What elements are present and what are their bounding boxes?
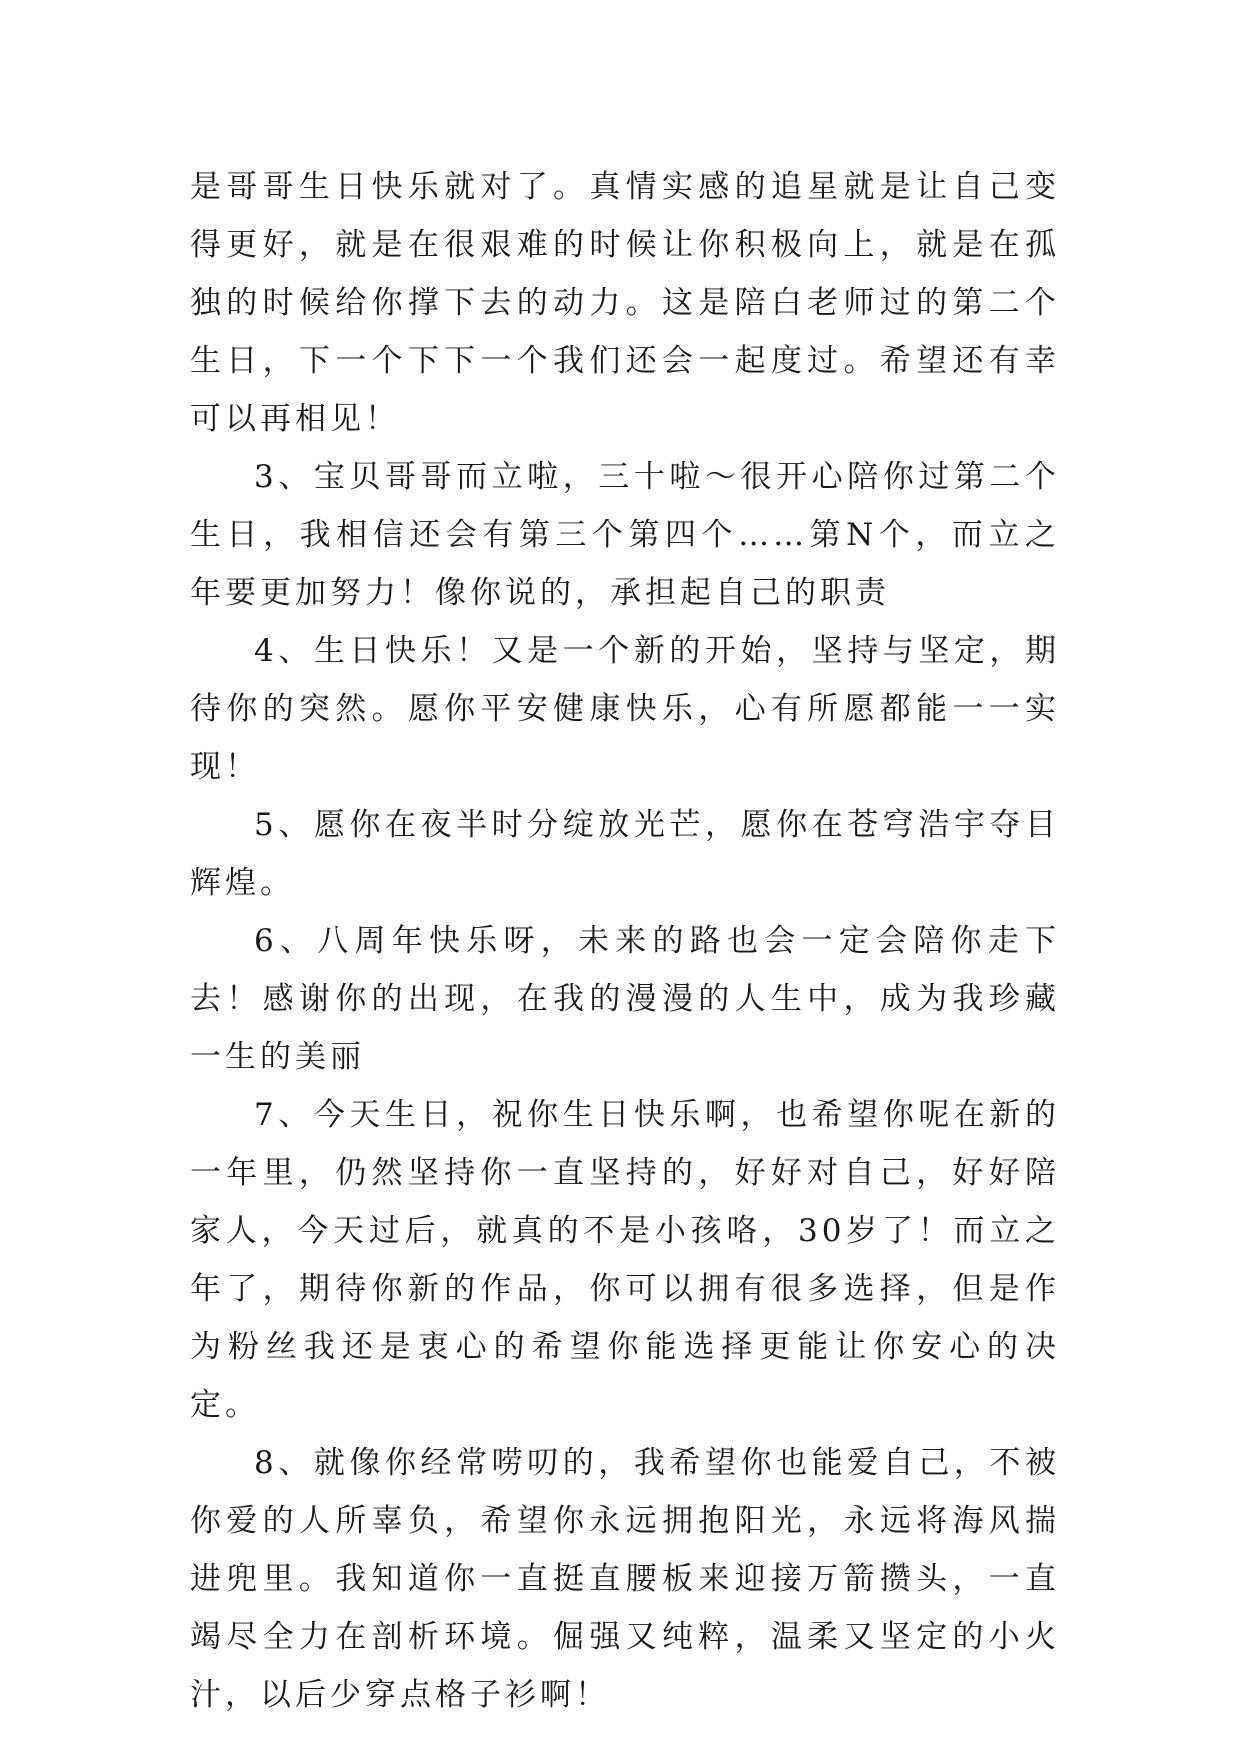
document-body <box>190 158 1060 1724</box>
paragraph-item-5: 5、愿你在夜半时分绽放光芒，愿你在苍穹浩宇夺目辉煌。 <box>190 807 1060 901</box>
paragraph-item-4: 4、生日快乐！又是一个新的开始，坚持与坚定，期待你的突然。愿你平安健康快乐，心有所愿都能一一实现！ <box>190 633 1060 785</box>
paragraph-continuation: 是哥哥生日快乐就对了。真情实感的追星就是让自己变得更好，就是在很艰难的时候让你积极向上，就是在孤独的时候给你撑下去的动力。这是陪白老师过的第二个生日，下一个下下一个我们还会一起度过。希望还有幸可以再相见！ <box>190 169 1060 437</box>
paragraph-item-3: 3、宝贝哥哥而立啦，三十啦～很开心陪你过第二个生日，我相信还会有第三个第四个……第N个，而立之年要更加努力！像你说的，承担起自己的职责 <box>190 459 1060 611</box>
paragraph-item-6: 6、八周年快乐呀，未来的路也会一定会陪你走下去！感谢你的出现，在我的漫漫的人生中，成为我珍藏一生的美丽 <box>190 923 1060 1075</box>
paragraph-item-8: 8、就像你经常唠叨的，我希望你也能爱自己，不被你爱的人所辜负，希望你永远拥抱阳光，永远将海风揣进兜里。我知道你一直挺直腰板来迎接万箭攒头，一直竭尽全力在剖析环境。倔强又纯粹，温柔又坚定的小火汁，以后少穿点格子衫啊！ <box>190 1445 1060 1713</box>
paragraph-item-7: 7、今天生日，祝你生日快乐啊，也希望你呢在新的一年里，仍然坚持你一直坚持的，好好对自己，好好陪家人，今天过后，就真的不是小孩咯，30岁了！而立之年了，期待你新的作品，你可以拥有很多选择，但是作为粉丝我还是衷心的希望你能选择更能让你安心的决定。 <box>190 1097 1060 1423</box>
